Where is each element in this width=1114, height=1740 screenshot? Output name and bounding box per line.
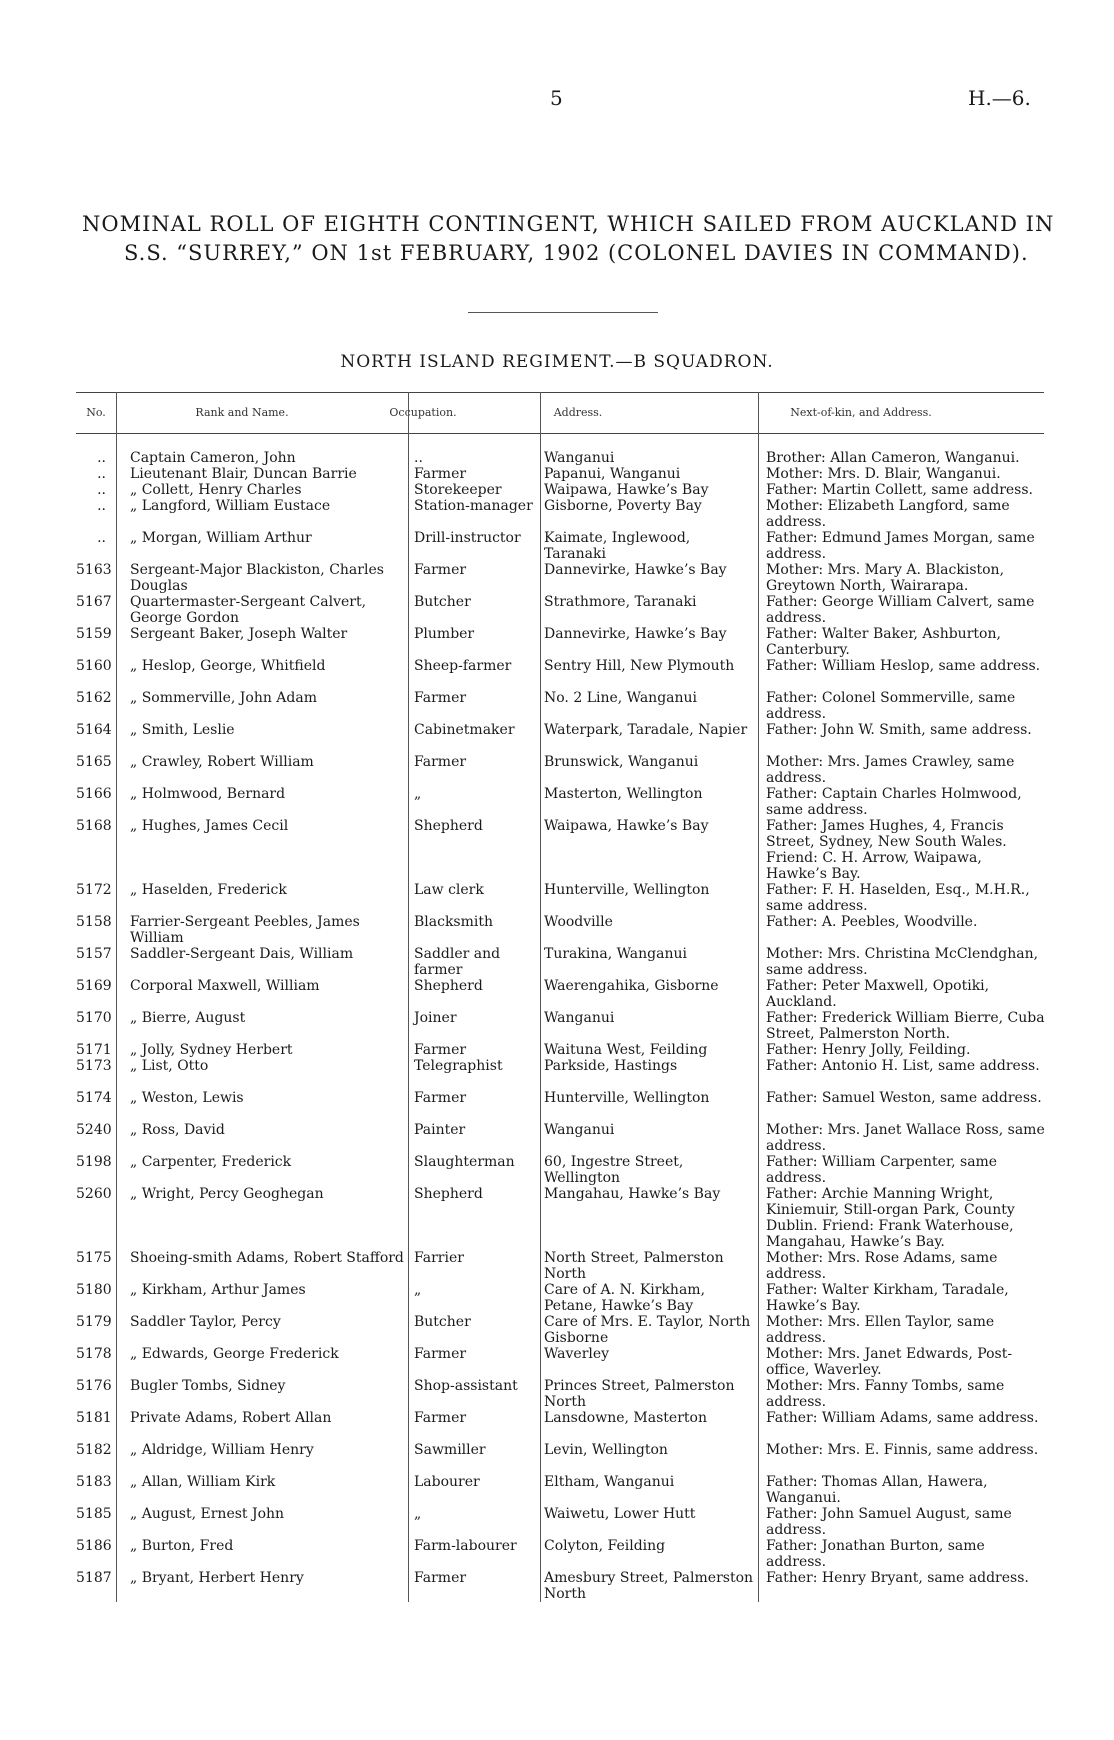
cell-no: 5260 [76,1186,112,1202]
page-title: NOMINAL ROLL OF EIGHTH CONTINGENT, WHICH SAILED FROM AUCKLAND IN S.S. “SURREY,” ON 1st FEBRUARY, 1902 (COLONEL DAVIES IN COMMAND). [82,212,1055,265]
cell-kin: Brother: Allan Cameron, Wanganui. [766,450,1020,466]
cell-no: 5159 [76,626,112,642]
cell-kin: Mother: Mrs. E. Finnis, same address. [766,1442,1039,1458]
cell-occ: Labourer [414,1474,480,1490]
cell-name: Quartermaster-Sergeant Calvert, George Gordon [130,594,367,626]
table-row [76,466,1044,482]
cell-no: 5178 [76,1346,112,1362]
cell-no: 5187 [76,1570,112,1586]
cell-no: 5170 [76,1010,112,1026]
cell-name: „ Collett, Henry Charles [130,482,302,498]
cell-kin: Mother: Mrs. Janet Edwards, Post-office, Waverley. [766,1346,1013,1378]
cell-kin: Father: Antonio H. List, same address. [766,1058,1040,1074]
cell-occ: Station-manager [414,498,533,514]
table-row [76,658,1044,690]
cell-occ: Blacksmith [414,914,494,930]
table-row [76,1410,1044,1442]
cell-kin: Father: Captain Charles Holmwood, same address. [766,786,1022,818]
section-subtitle: NORTH ISLAND REGIMENT.—B SQUADRON. [340,352,774,372]
cell-occ: „ [414,1506,422,1522]
cell-no: 5171 [76,1042,112,1058]
cell-addr: Levin, Wellington [544,1442,668,1458]
cell-name: „ Bierre, August [130,1010,246,1026]
cell-name: Sergeant-Major Blackiston, Charles Douglas [130,562,384,594]
cell-kin: Father: William Adams, same address. [766,1410,1039,1426]
table-row [76,1346,1044,1378]
column-header-occupation: Occupation. [389,406,457,419]
cell-kin: Mother: Mrs. Mary A. Blackiston, Greytown North, Wairarapa. [766,562,1005,594]
cell-kin: Father: Archie Manning Wright, Kiniemuir, Still-organ Park, County Dublin. Friend: Frank Waterhouse, Mangahau, Hawke’s Bay. [766,1186,1015,1250]
cell-occ: Butcher [414,1314,471,1330]
table-row [76,754,1044,786]
cell-occ: .. [414,450,423,466]
cell-addr: 60, Ingestre Street, Wellington [544,1154,684,1186]
table-row [76,1042,1044,1058]
cell-kin: Mother: Mrs. Janet Wallace Ross, same address. [766,1122,1045,1154]
table-row [76,786,1044,818]
table-row [76,1010,1044,1042]
cell-no: 5179 [76,1314,112,1330]
table-row [76,978,1044,1010]
cell-occ: Plumber [414,626,475,642]
cell-name: „ Bryant, Herbert Henry [130,1570,304,1586]
cell-occ: Butcher [414,594,471,610]
cell-addr: Dannevirke, Hawke’s Bay [544,626,727,642]
cell-kin: Father: Thomas Allan, Hawera, Wanganui. [766,1474,988,1506]
cell-no: 5157 [76,946,112,962]
cell-name: „ Wright, Percy Geoghegan [130,1186,324,1202]
cell-no: 5162 [76,690,112,706]
cell-no: .. [97,450,106,466]
cell-addr: Colyton, Feilding [544,1538,666,1554]
cell-addr: Wanganui [544,1122,615,1138]
cell-kin: Father: James Hughes, 4, Francis Street, Sydney, New South Wales. Friend: C. H. Arrow, Waipawa, Hawke’s Bay. [766,818,1007,882]
roll-table-header [76,392,1044,434]
cell-kin: Mother: Mrs. D. Blair, Wanganui. [766,466,1001,482]
table-row [76,1090,1044,1122]
cell-occ: Law clerk [414,882,484,898]
cell-occ: Shop-assistant [414,1378,518,1394]
cell-occ: Farmer [414,562,467,578]
column-header-address: Address. [553,406,603,419]
cell-name: „ Smith, Leslie [130,722,235,738]
table-row [76,1314,1044,1346]
cell-kin: Father: Henry Jolly, Feilding. [766,1042,971,1058]
cell-addr: Brunswick, Wanganui [544,754,699,770]
cell-occ: „ [414,1282,422,1298]
cell-kin: Mother: Mrs. Rose Adams, same address. [766,1250,998,1282]
table-row [76,1282,1044,1314]
cell-addr: Waiwetu, Lower Hutt [544,1506,696,1522]
cell-addr: Hunterville, Wellington [544,882,710,898]
cell-addr: Parkside, Hastings [544,1058,678,1074]
cell-kin: Father: Colonel Sommerville, same address. [766,690,1016,722]
cell-name: „ August, Ernest John [130,1506,285,1522]
cell-occ: Farmer [414,1090,467,1106]
cell-addr: Wanganui [544,450,615,466]
cell-addr: Wanganui [544,1010,615,1026]
cell-no: 5182 [76,1442,112,1458]
cell-no: 5183 [76,1474,112,1490]
cell-occ: Shepherd [414,978,483,994]
cell-name: „ Heslop, George, Whitfield [130,658,326,674]
title-divider [468,312,658,313]
cell-occ: Cabinetmaker [414,722,515,738]
cell-no: 5185 [76,1506,112,1522]
cell-name: Saddler-Sergeant Dais, William [130,946,354,962]
cell-name: „ Ross, David [130,1122,225,1138]
cell-no: 5168 [76,818,112,834]
cell-occ: Farmer [414,466,467,482]
cell-occ: Slaughterman [414,1154,515,1170]
cell-occ: Farm-labourer [414,1538,517,1554]
table-row [76,1442,1044,1474]
cell-occ: Shepherd [414,1186,483,1202]
column-header-kin: Next-of-kin, and Address. [790,406,932,419]
cell-addr: Dannevirke, Hawke’s Bay [544,562,727,578]
cell-no: 5163 [76,562,112,578]
table-row [76,626,1044,658]
cell-kin: Mother: Mrs. James Crawley, same address. [766,754,1015,786]
cell-kin: Father: William Carpenter, same address. [766,1154,998,1186]
cell-occ: Farmer [414,1346,467,1362]
table-row [76,1250,1044,1282]
cell-no: 5158 [76,914,112,930]
cell-addr: Eltham, Wanganui [544,1474,675,1490]
cell-no: 5164 [76,722,112,738]
table-row [76,1506,1044,1538]
cell-no: 5167 [76,594,112,610]
column-header-name: Rank and Name. [195,406,289,419]
cell-addr: Princes Street, Palmerston North [544,1378,735,1410]
cell-no: .. [97,482,106,498]
cell-addr: Masterton, Wellington [544,786,703,802]
table-row [76,1058,1044,1090]
cell-addr: Waterpark, Taradale, Napier [544,722,748,738]
cell-addr: Strathmore, Taranaki [544,594,697,610]
page-number: 5 [550,86,563,110]
cell-name: „ List, Otto [130,1058,209,1074]
cell-name: „ Jolly, Sydney Herbert [130,1042,293,1058]
table-row [76,722,1044,754]
cell-addr: Sentry Hill, New Plymouth [544,658,735,674]
cell-no: 5173 [76,1058,112,1074]
cell-addr: Waituna West, Feilding [544,1042,708,1058]
cell-no: 5175 [76,1250,112,1266]
table-row [76,530,1044,562]
table-row [76,594,1044,626]
cell-name: „ Hughes, James Cecil [130,818,289,834]
cell-name: Farrier-Sergeant Peebles, James William [130,914,360,946]
cell-name: Lieutenant Blair, Duncan Barrie [130,466,357,482]
cell-name: Private Adams, Robert Allan [130,1410,332,1426]
cell-name: „ Sommerville, John Adam [130,690,317,706]
cell-kin: Father: Samuel Weston, same address. [766,1090,1042,1106]
table-row [76,914,1044,946]
cell-name: „ Allan, William Kirk [130,1474,276,1490]
cell-no: 5169 [76,978,112,994]
cell-no: 5160 [76,658,112,674]
cell-occ: Storekeeper [414,482,502,498]
cell-occ: Farrier [414,1250,464,1266]
cell-addr: Woodville [544,914,613,930]
cell-occ: Drill-instructor [414,530,521,546]
cell-name: Sergeant Baker, Joseph Walter [130,626,348,642]
cell-name: „ Aldridge, William Henry [130,1442,314,1458]
cell-occ: „ [414,786,422,802]
cell-occ: Joiner [414,1010,457,1026]
cell-occ: Telegraphist [414,1058,503,1074]
cell-kin: Mother: Mrs. Fanny Tombs, same address. [766,1378,1005,1410]
cell-occ: Saddler and farmer [414,946,501,978]
cell-addr: North Street, Palmerston North [544,1250,724,1282]
cell-no: 5174 [76,1090,112,1106]
cell-occ: Farmer [414,1042,467,1058]
cell-no: 5181 [76,1410,112,1426]
cell-kin: Father: Peter Maxwell, Opotiki, Auckland. [766,978,990,1010]
cell-kin: Father: John Samuel August, same address. [766,1506,1012,1538]
cell-addr: Waipawa, Hawke’s Bay [544,482,709,498]
cell-kin: Father: John W. Smith, same address. [766,722,1032,738]
table-row [76,1154,1044,1186]
cell-no: .. [97,498,106,514]
cell-addr: Waerengahika, Gisborne [544,978,719,994]
cell-addr: Amesbury Street, Palmerston North [544,1570,754,1602]
cell-kin: Mother: Mrs. Christina McClendghan, same address. [766,946,1039,978]
cell-name: „ Morgan, William Arthur [130,530,312,546]
cell-name: „ Edwards, George Frederick [130,1346,339,1362]
cell-no: 5240 [76,1122,112,1138]
cell-name: „ Haselden, Frederick [130,882,287,898]
cell-no: 5172 [76,882,112,898]
cell-kin: Mother: Elizabeth Langford, same address. [766,498,1010,530]
cell-kin: Father: F. H. Haselden, Esq., M.H.R., same address. [766,882,1030,914]
cell-addr: Kaimate, Inglewood, Taranaki [544,530,691,562]
cell-addr: Waverley [544,1346,610,1362]
cell-occ: Shepherd [414,818,483,834]
cell-name: Saddler Taylor, Percy [130,1314,281,1330]
cell-name: Corporal Maxwell, William [130,978,320,994]
table-row [76,1570,1044,1602]
cell-addr: Hunterville, Wellington [544,1090,710,1106]
cell-no: 5176 [76,1378,112,1394]
cell-kin: Father: Edmund James Morgan, same address. [766,530,1035,562]
cell-occ: Farmer [414,1410,467,1426]
cell-name: „ Weston, Lewis [130,1090,244,1106]
cell-no: 5180 [76,1282,112,1298]
table-row [76,818,1044,882]
table-row [76,946,1044,978]
cell-occ: Farmer [414,754,467,770]
cell-kin: Father: Walter Baker, Ashburton, Canterbury. [766,626,1001,658]
document-reference: H.—6. [968,86,1031,110]
cell-addr: Gisborne, Poverty Bay [544,498,702,514]
cell-addr: No. 2 Line, Wanganui [544,690,698,706]
cell-name: Captain Cameron, John [130,450,296,466]
table-row [76,1122,1044,1154]
cell-kin: Father: Frederick William Bierre, Cuba Street, Palmerston North. [766,1010,1045,1042]
cell-kin: Father: William Heslop, same address. [766,658,1041,674]
table-row [76,882,1044,914]
cell-kin: Father: Jonathan Burton, same address. [766,1538,985,1570]
cell-kin: Father: Walter Kirkham, Taradale, Hawke’s Bay. [766,1282,1009,1314]
cell-no: .. [97,466,106,482]
column-header-no: No. [86,406,106,419]
cell-addr: Mangahau, Hawke’s Bay [544,1186,721,1202]
table-row [76,1186,1044,1250]
cell-no: 5165 [76,754,112,770]
cell-no: 5186 [76,1538,112,1554]
cell-no: 5166 [76,786,112,802]
cell-no: 5198 [76,1154,112,1170]
cell-occ: Farmer [414,690,467,706]
table-row [76,1474,1044,1506]
cell-kin: Father: Henry Bryant, same address. [766,1570,1029,1586]
cell-name: „ Crawley, Robert William [130,754,314,770]
cell-name: „ Holmwood, Bernard [130,786,286,802]
cell-name: „ Langford, William Eustace [130,498,331,514]
cell-occ: Painter [414,1122,466,1138]
cell-addr: Care of A. N. Kirkham, Petane, Hawke’s Bay [544,1282,706,1314]
cell-kin: Father: Martin Collett, same address. [766,482,1033,498]
cell-addr: Lansdowne, Masterton [544,1410,707,1426]
table-row [76,498,1044,530]
cell-name: „ Carpenter, Frederick [130,1154,292,1170]
cell-no: .. [97,530,106,546]
cell-name: Shoeing-smith Adams, Robert Stafford [130,1250,404,1266]
table-row [76,1378,1044,1410]
roll-table-body [76,450,1044,1602]
table-row [76,562,1044,594]
cell-name: „ Burton, Fred [130,1538,234,1554]
cell-addr: Waipawa, Hawke’s Bay [544,818,709,834]
table-row [76,1538,1044,1570]
cell-kin: Father: George William Calvert, same address. [766,594,1035,626]
cell-occ: Farmer [414,1570,467,1586]
cell-addr: Care of Mrs. E. Taylor, North Gisborne [544,1314,751,1346]
cell-addr: Papanui, Wanganui [544,466,681,482]
table-row [76,482,1044,498]
cell-occ: Sheep-farmer [414,658,512,674]
cell-name: Bugler Tombs, Sidney [130,1378,286,1394]
table-row [76,450,1044,466]
table-row [76,690,1044,722]
cell-kin: Mother: Mrs. Ellen Taylor, same address. [766,1314,995,1346]
cell-name: „ Kirkham, Arthur James [130,1282,306,1298]
cell-addr: Turakina, Wanganui [544,946,687,962]
cell-kin: Father: A. Peebles, Woodville. [766,914,978,930]
cell-occ: Sawmiller [414,1442,486,1458]
